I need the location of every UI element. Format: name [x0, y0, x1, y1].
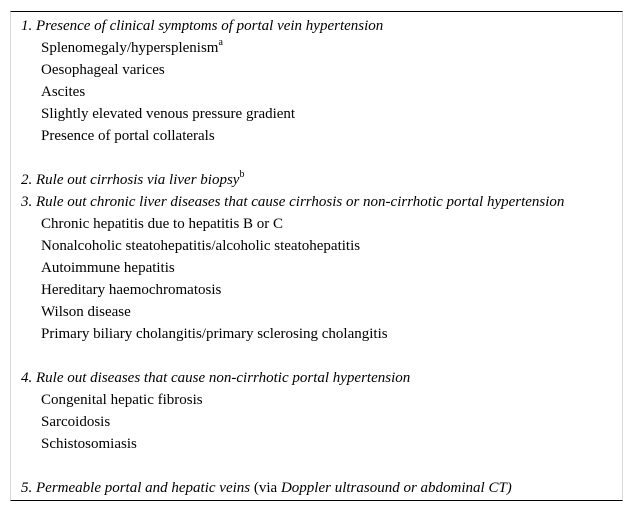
- list-item: Hereditary haemochromatosis: [41, 282, 222, 298]
- footnote-marker: a: [218, 37, 223, 48]
- section-5-heading: 5. Permeable portal and hepatic veins (via Doppler ultrasound or abdominal CT): [21, 480, 512, 496]
- section-2-heading: 2. Rule out cirrhosis via liver biopsy$^b$: [21, 169, 245, 188]
- list-item: Wilson disease: [41, 304, 131, 320]
- list-item: Ascites: [41, 84, 86, 100]
- footnote-marker: b: [239, 169, 245, 180]
- section-3-heading: 3. Rule out chronic liver diseases that cause cirrhosis or non-cirrhotic portal hypertension: [21, 194, 565, 210]
- spacer: [11, 147, 622, 169]
- list-item: Nonalcoholic steatohepatitis/alcoholic steatohepatitis: [41, 238, 361, 254]
- list-item: Autoimmune hepatitis: [41, 260, 175, 276]
- list-item: Schistosomiasis: [41, 436, 137, 452]
- section-4-heading: 4. Rule out diseases that cause non-cirrhotic portal hypertension: [21, 370, 411, 386]
- list-item: Chronic hepatitis due to hepatitis B or C: [41, 216, 284, 232]
- section-1-heading: 1. Presence of clinical symptoms of portal vein hypertension: [21, 18, 384, 34]
- list-item: Splenomegaly/hypersplenism$^a$: [41, 37, 223, 56]
- criteria-table: [10, 11, 623, 501]
- spacer: [11, 345, 622, 367]
- criteria-rows: [11, 15, 622, 499]
- list-item: Slightly elevated venous pressure gradient: [41, 106, 296, 122]
- list-item: Oesophageal varices: [41, 62, 165, 78]
- list-item: Presence of portal collaterals: [41, 128, 215, 144]
- list-item: Congenital hepatic fibrosis: [41, 392, 203, 408]
- spacer: [11, 455, 622, 477]
- list-item: Sarcoidosis: [41, 414, 111, 430]
- list-item: Primary biliary cholangitis/primary sclerosing cholangitis: [41, 326, 388, 342]
